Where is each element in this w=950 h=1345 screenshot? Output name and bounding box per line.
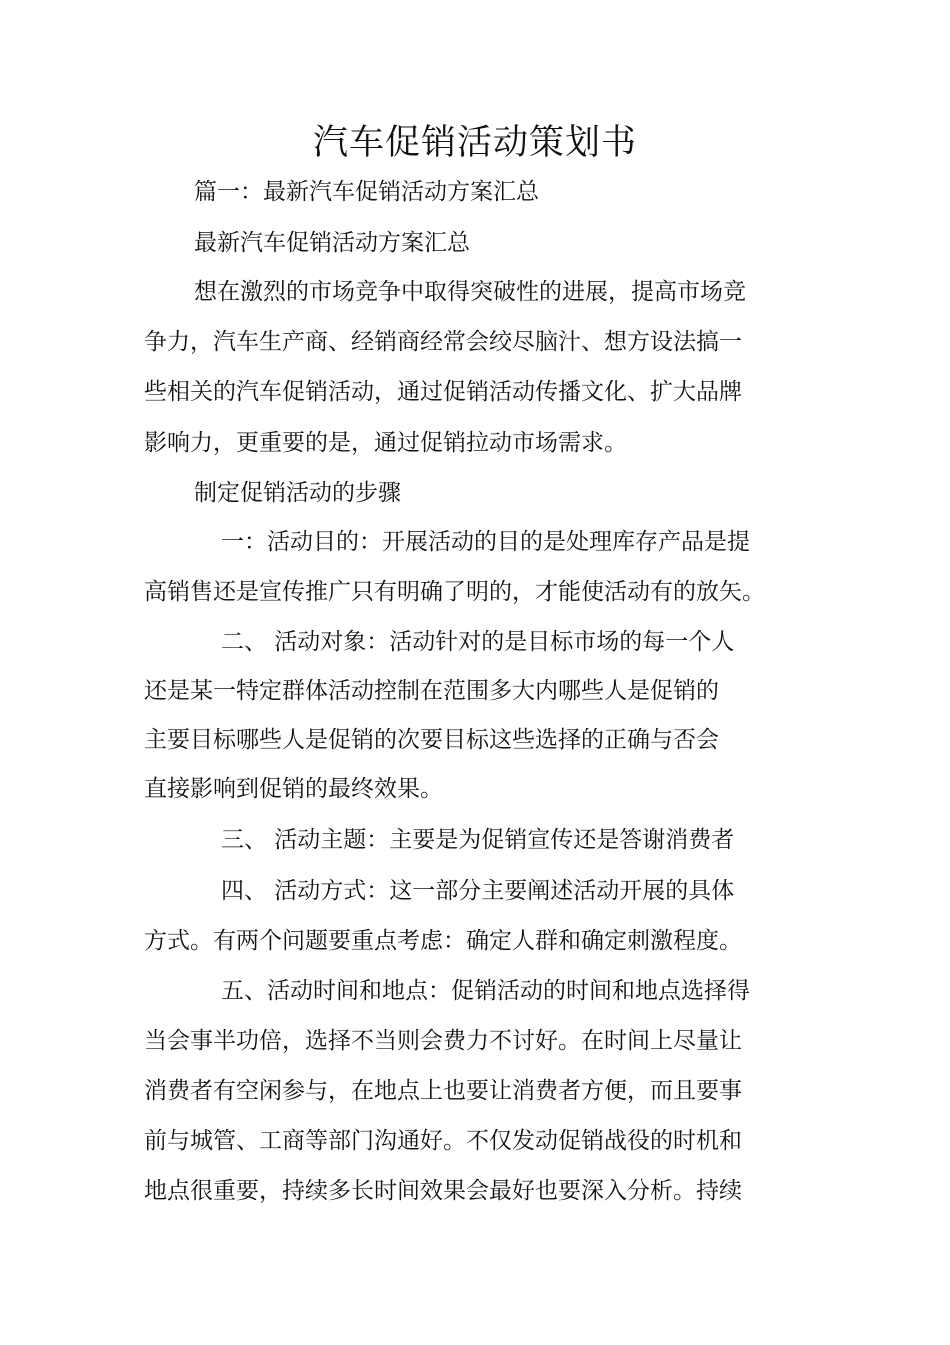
- paragraph-line: 五、活动时间和地点：促销活动的时间和地点选择得: [221, 978, 750, 1004]
- paragraph-line: 一：活动目的：开展活动的目的是处理库存产品是提: [221, 529, 750, 555]
- paragraph-line: 当会事半功倍，选择不当则会费力不讨好。在时间上尽量让: [144, 1028, 742, 1054]
- subheading: 制定促销活动的步骤: [194, 480, 401, 506]
- paragraph-line: 争力，汽车生产商、经销商经常会绞尽脑汁、想方设法搞一: [144, 329, 742, 355]
- paragraph-line: 消费者有空闲参与，在地点上也要让消费者方便，而且要事: [144, 1078, 742, 1104]
- paragraph-line: 三、 活动主题：主要是为促销宣传还是答谢消费者: [221, 827, 735, 853]
- paragraph-line: 些相关的汽车促销活动，通过促销活动传播文化、扩大品牌: [144, 379, 742, 405]
- paragraph-line: 二、 活动对象：活动针对的是目标市场的每一个人: [221, 629, 735, 655]
- paragraph-line: 四、 活动方式：这一部分主要阐述活动开展的具体: [221, 878, 735, 904]
- paragraph-line: 主要目标哪些人是促销的次要目标这些选择的正确与否会: [144, 727, 719, 753]
- document-title: 汽车促销活动策划书: [312, 123, 637, 163]
- paragraph-line: 地点很重要，持续多长时间效果会最好也要深入分析。持续: [144, 1178, 742, 1204]
- paragraph-line: 还是某一特定群体活动控制在范围多大内哪些人是促销的: [144, 678, 719, 704]
- paragraph-line: 高销售还是宣传推广只有明确了明的，才能使活动有的放矢。: [144, 579, 765, 605]
- paragraph-line: 想在激烈的市场竞争中取得突破性的进展，提高市场竞: [194, 279, 746, 305]
- section-heading: 篇一：最新汽车促销活动方案汇总: [194, 179, 539, 205]
- paragraph-line: 影响力，更重要的是，通过促销拉动市场需求。: [144, 430, 627, 456]
- subheading: 最新汽车促销活动方案汇总: [194, 230, 470, 256]
- paragraph-line: 前与城管、工商等部门沟通好。不仅发动促销战役的时机和: [144, 1128, 742, 1154]
- paragraph-line: 直接影响到促销的最终效果。: [144, 776, 443, 802]
- paragraph-line: 方式。有两个问题要重点考虑：确定人群和确定刺激程度。: [144, 928, 742, 954]
